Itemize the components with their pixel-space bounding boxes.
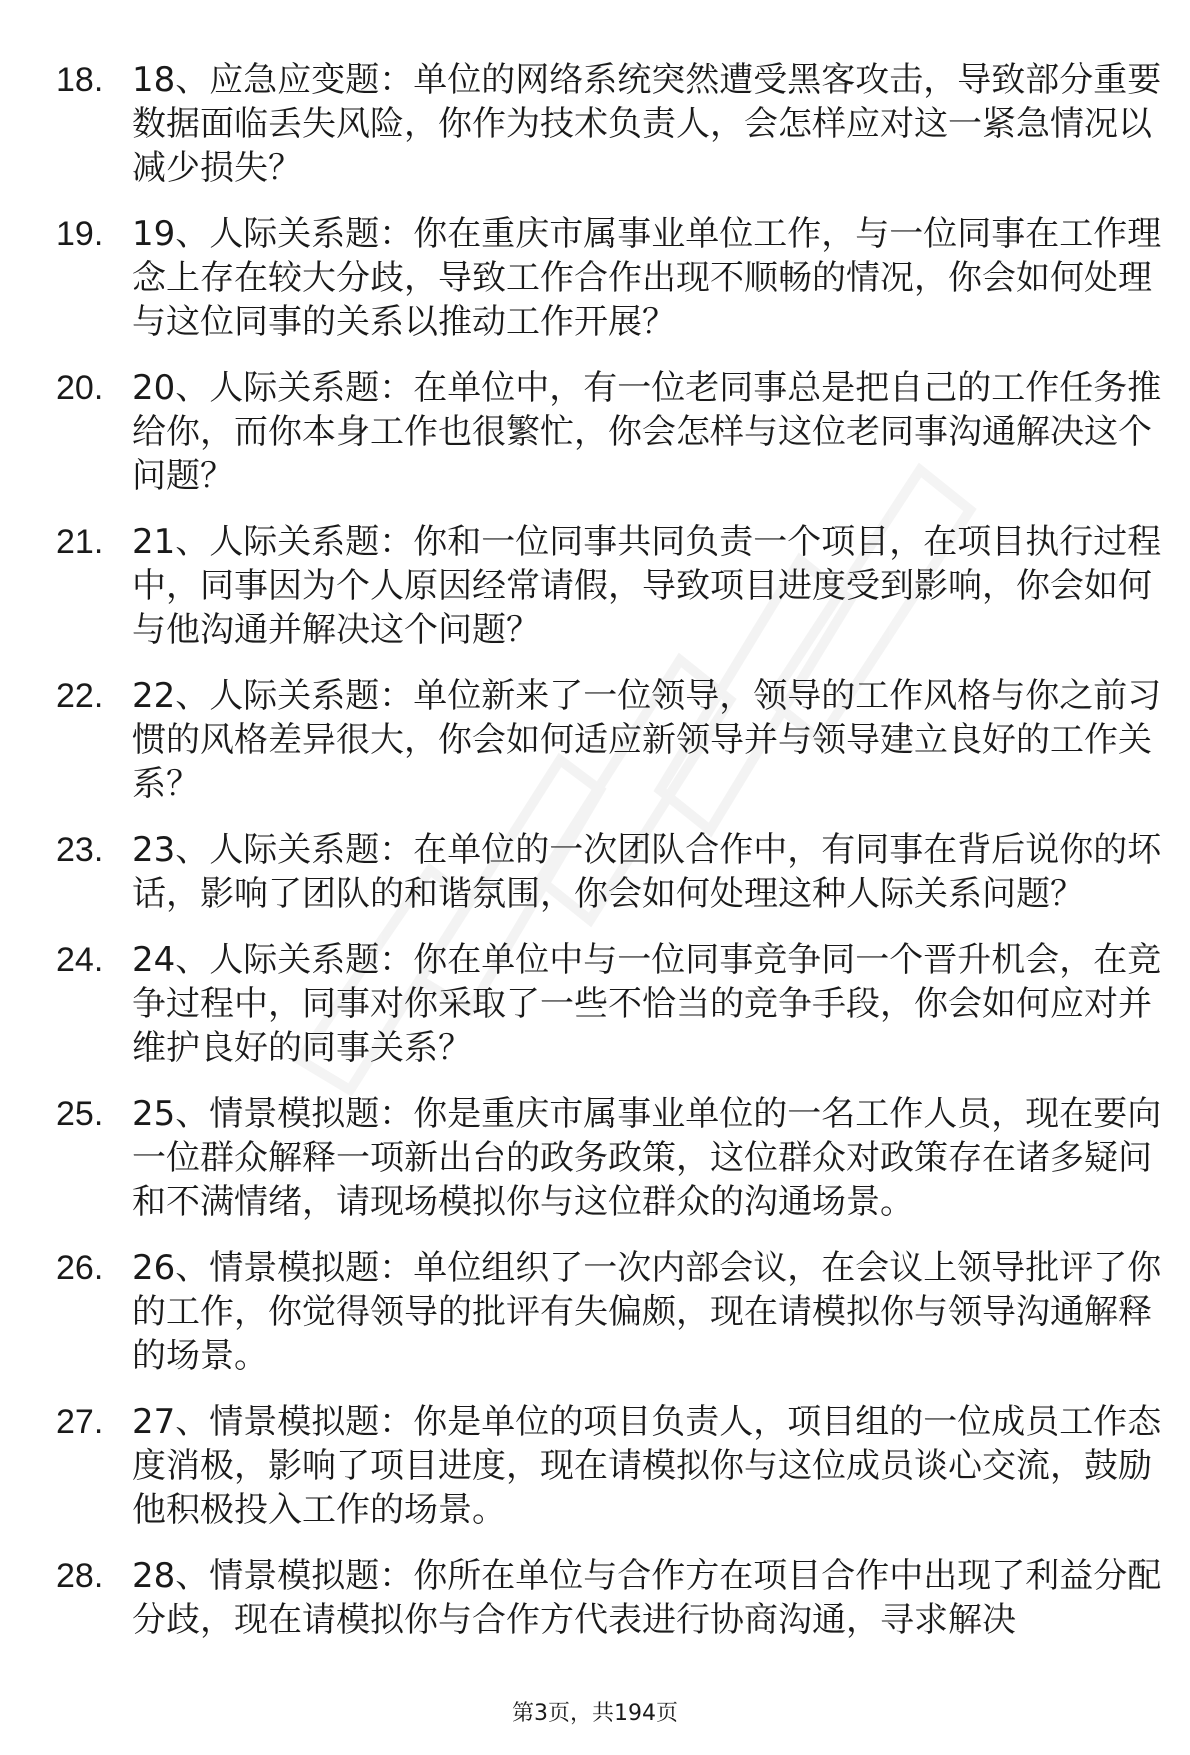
question-text: 20、人际关系题：在单位中，有一位老同事总是把自己的工作任务推给你，而你本身工作也很繁忙，你会怎样与这位老同事沟通解决这个问题？ — [132, 368, 1162, 496]
question-item-21 — [56, 520, 1166, 652]
question-item-20 — [56, 366, 1166, 498]
question-text: 24、人际关系题：你在单位中与一位同事竞争同一个晋升机会，在竞争过程中，同事对你采取了一些不恰当的竞争手段，你会如何应对并维护良好的同事关系？ — [132, 940, 1162, 1068]
question-item-26 — [56, 1246, 1166, 1378]
question-text: 26、情景模拟题：单位组织了一次内部会议，在会议上领导批评了你的工作，你觉得领导的批评有失偏颇，现在请模拟你与领导沟通解释的场景。 — [132, 1248, 1162, 1376]
question-item-27 — [56, 1400, 1166, 1532]
question-item-19 — [56, 212, 1166, 344]
question-number: 22. — [56, 677, 104, 715]
page-footer — [0, 1700, 1190, 1728]
question-number: 28. — [56, 1557, 104, 1595]
question-text: 22、人际关系题：单位新来了一位领导，领导的工作风格与你之前习惯的风格差异很大，你会如何适应新领导并与领导建立良好的工作关系？ — [132, 676, 1162, 804]
question-number: 25. — [56, 1095, 104, 1133]
question-item-18 — [56, 58, 1166, 190]
question-number: 21. — [56, 523, 104, 561]
question-number: 18. — [56, 61, 104, 99]
question-text: 27、情景模拟题：你是单位的项目负责人，项目组的一位成员工作态度消极，影响了项目进度，现在请模拟你与这位成员谈心交流，鼓励他积极投入工作的场景。 — [132, 1402, 1162, 1530]
question-item-23 — [56, 828, 1166, 916]
question-text: 25、情景模拟题：你是重庆市属事业单位的一名工作人员，现在要向一位群众解释一项新出台的政务政策，这位群众对政策存在诸多疑问和不满情绪，请现场模拟你与这位群众的沟通场景。 — [132, 1094, 1162, 1222]
question-text: 23、人际关系题：在单位的一次团队合作中，有同事在背后说你的坏话，影响了团队的和谐氛围，你会如何处理这种人际关系问题？ — [132, 830, 1162, 914]
question-item-24 — [56, 938, 1166, 1070]
question-number: 19. — [56, 215, 104, 253]
question-text: 21、人际关系题：你和一位同事共同负责一个项目，在项目执行过程中，同事因为个人原因经常请假，导致项目进度受到影响，你会如何与他沟通并解决这个问题？ — [132, 522, 1162, 650]
question-number: 20. — [56, 369, 104, 407]
question-text: 18、应急应变题：单位的网络系统突然遭受黑客攻击，导致部分重要数据面临丢失风险，你作为技术负责人，会怎样应对这一紧急情况以减少损失？ — [132, 60, 1162, 188]
question-item-25 — [56, 1092, 1166, 1224]
question-number: 26. — [56, 1249, 104, 1287]
question-item-22 — [56, 674, 1166, 806]
question-list — [56, 58, 1166, 1664]
question-number: 24. — [56, 941, 104, 979]
question-number: 27. — [56, 1403, 104, 1441]
page-number-label: 第3页，共194页 — [512, 1701, 678, 1726]
question-text: 19、人际关系题：你在重庆市属事业单位工作，与一位同事在工作理念上存在较大分歧，导致工作合作出现不顺畅的情况，你会如何处理与这位同事的关系以推动工作开展？ — [132, 214, 1162, 342]
question-number: 23. — [56, 831, 104, 869]
question-text: 28、情景模拟题：你所在单位与合作方在项目合作中出现了利益分配分歧，现在请模拟你与合作方代表进行协商沟通，寻求解决 — [132, 1556, 1162, 1640]
question-item-28 — [56, 1554, 1166, 1642]
